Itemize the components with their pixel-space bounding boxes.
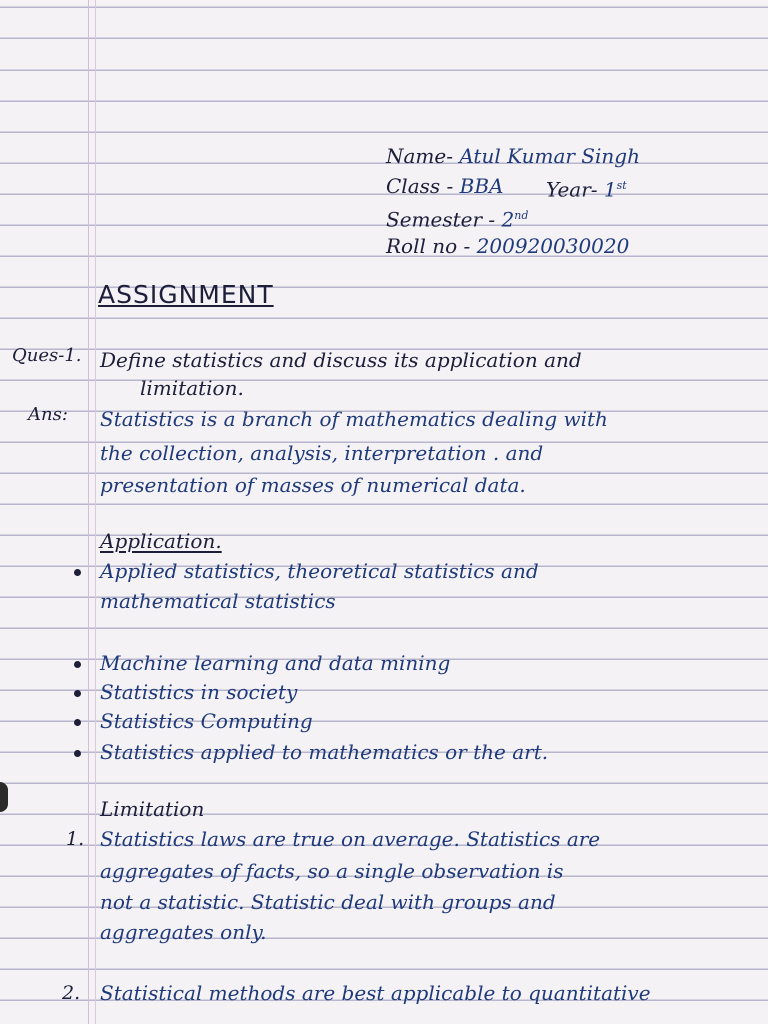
limitation-heading: Limitation [100, 797, 205, 821]
bullet-dot [74, 661, 81, 668]
question-label: Ques-1. [12, 345, 82, 366]
roll-row [386, 233, 629, 259]
limitation-1-line-2: aggregates of facts, so a single observation is [100, 859, 564, 883]
limitation-2-line-1: Statistical methods are best applicable to quantitative [100, 981, 651, 1005]
application-item-1-line-1: Applied statistics, theoretical statistics and [100, 559, 539, 583]
bullet-dot [74, 690, 81, 697]
application-item-5: Statistics applied to mathematics or the art. [100, 740, 549, 764]
year-row [546, 173, 627, 203]
application-item-1-line-2: mathematical statistics [100, 589, 336, 613]
application-item-3: Statistics in society [100, 680, 298, 704]
name-label: Name- [386, 144, 453, 168]
application-heading: Application. [100, 529, 222, 553]
class-row [386, 173, 503, 199]
limitation-number-1: 1. [66, 828, 85, 850]
roll-value: 200920030020 [476, 234, 630, 258]
year-label: Year- [546, 177, 598, 202]
margin-line [88, 0, 89, 1024]
class-value: BBA [459, 174, 504, 198]
limitation-1-line-1: Statistics laws are true on average. Statistics are [100, 827, 601, 851]
binding-clip [0, 782, 8, 812]
answer-label: Ans: [28, 404, 68, 425]
semester-label: Semester - [386, 207, 496, 232]
name-value: Atul Kumar Singh [459, 144, 640, 168]
limitation-1-line-3: not a statistic. Statistic deal with groups and [100, 890, 556, 914]
answer-line-3: presentation of masses of numerical data. [100, 473, 526, 497]
application-item-4: Statistics Computing [100, 709, 313, 733]
semester-row [386, 203, 528, 233]
semester-suffix: nd [514, 209, 529, 222]
semester-value: 2 [501, 207, 515, 232]
question-line-2: limitation. [140, 376, 244, 400]
limitation-number-2: 2. [62, 982, 81, 1004]
bullet-dot [74, 750, 81, 757]
roll-label: Roll no - [386, 234, 471, 258]
class-label: Class - [386, 174, 454, 198]
name-row [386, 143, 640, 169]
year-suffix: st [616, 179, 627, 192]
page-title: ASSIGNMENT [98, 280, 274, 309]
answer-line-2: the collection, analysis, interpretation . and [100, 441, 544, 465]
question-line-1: Define statistics and discuss its application and [100, 348, 582, 372]
bullet-dot [74, 719, 81, 726]
year-value: 1 [603, 177, 617, 202]
answer-line-1: Statistics is a branch of mathematics dealing with [100, 407, 608, 431]
limitation-1-line-4: aggregates only. [100, 920, 267, 944]
bullet-dot [74, 569, 81, 576]
application-item-2: Machine learning and data mining [100, 651, 451, 675]
margin-line-inner [95, 0, 96, 1024]
